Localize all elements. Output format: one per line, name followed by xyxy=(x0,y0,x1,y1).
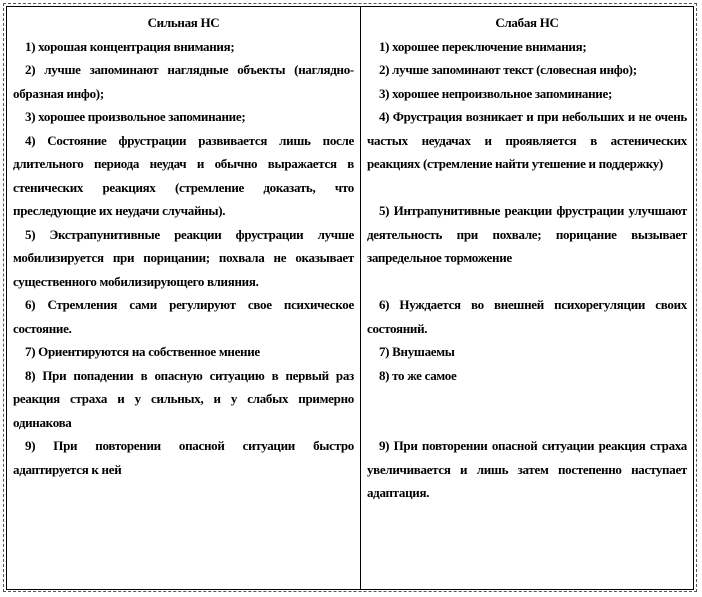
strong-item-4: 4) Состояние фрустрации развивается лишь после длительного периода неудач и обычно выражается в стенических реакциях (стремление доказать, что преследующие их неудачи случайны). xyxy=(13,132,354,218)
spacer xyxy=(367,387,687,434)
spacer xyxy=(367,176,687,200)
comparison-table xyxy=(6,6,694,590)
strong-item-3: 3) хорошее произвольное запоминание; xyxy=(25,109,246,124)
weak-item-9: 9) При повторении опасной ситуации реакция страха увеличивается и лишь затем постепенно наступает адаптация. xyxy=(366,438,687,500)
weak-item-5: 5) Интрапунитивные реакции фрустрации улучшают деятельность при похвале; порицание вызывает запредельное торможение xyxy=(366,203,687,265)
weak-ns-heading: Слабая НС xyxy=(495,15,559,30)
strong-ns-heading: Сильная НС xyxy=(147,15,220,30)
strong-item-7: 7) Ориентируются на собственное мнение xyxy=(25,344,260,359)
strong-item-9: 9) При повторении опасной ситуации быстро адаптируется к ней xyxy=(13,438,354,477)
weak-item-2: 2) лучше запоминают текст (словесная инфо); xyxy=(378,62,637,77)
strong-item-2: 2) лучше запоминают наглядные объекты (наглядно-образная инфо); xyxy=(13,62,354,101)
weak-item-7: 7) Внушаемы xyxy=(378,344,455,359)
weak-ns-column xyxy=(361,7,693,589)
strong-item-5: 5) Экстрапунитивные реакции фрустрации лучше мобилизируется при порицании; похвала не оказывает существенного мобилизирующего влияния. xyxy=(13,226,354,289)
strong-item-6: 6) Стремления сами регулируют свое психическое состояние. xyxy=(13,297,354,336)
strong-item-8: 8) При попадении в опасную ситуацию в первый раз реакция страха и у сильных, и у слабых примерно одинакова xyxy=(13,367,354,430)
weak-item-4: 4) Фрустрация возникает и при небольших и не очень частых неудачах и проявляется в астенических реакциях (стремление найти утешение и поддержку) xyxy=(366,109,687,171)
weak-item-3: 3) хорошее непроизвольное запоминание; xyxy=(378,85,612,101)
weak-item-6: 6) Нуждается во внешней психорегуляции своих состояний. xyxy=(366,297,687,336)
strong-ns-column xyxy=(7,7,361,589)
strong-item-1: 1) хорошая концентрация внимания; xyxy=(25,38,235,54)
spacer xyxy=(367,270,687,294)
weak-item-8: 8) то же самое xyxy=(378,367,457,383)
weak-item-1: 1) хорошее переключение внимания; xyxy=(378,38,587,54)
